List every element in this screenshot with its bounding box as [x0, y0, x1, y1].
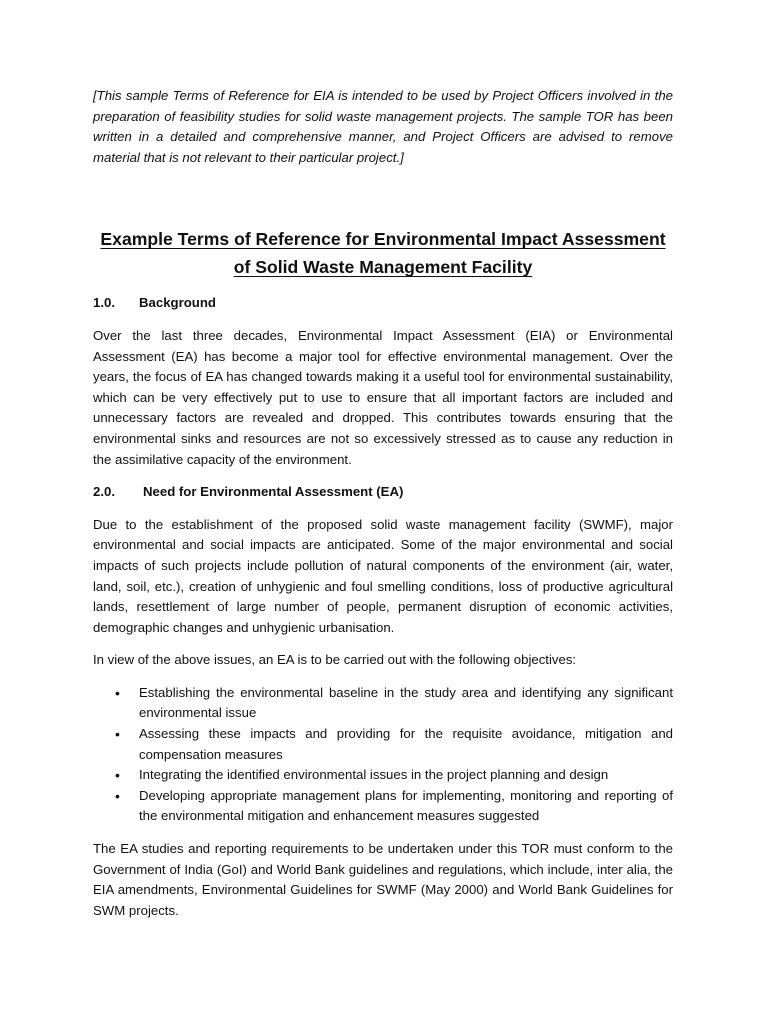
section-1-heading	[93, 293, 673, 314]
objective-text: Establishing the environmental baseline in the study area and identifying any significant environmental issue	[139, 684, 673, 721]
objective-text: Integrating the identified environmental issues in the project planning and design	[139, 767, 609, 783]
closing-paragraph: The EA studies and reporting requirements to be undertaken under this TOR must conform to the Government of India (GoI) and World Bank guidelines and regulations, which include, inter alia, the EIA amendments, Environmental Guidelines for SWMF (May 2000) and World Bank Guidelines for SWM projects.	[93, 841, 673, 918]
list-item	[93, 724, 673, 765]
list-item	[93, 765, 673, 786]
background-paragraph: Over the last three decades, Environmental Impact Assessment (EIA) or Environmental Assessment (EA) has become a major tool for effective environmental management. Over the years, the focus of EA has changed towards making it a useful tool for environmental sustainability, which can be very effectively put to use to ensure that all important factors are included and unnecessary factors are revealed and dropped. This contributes towards ensuring that the environmental sinks and resources are not so excessively stressed as to cause any reduction in the assimilative capacity of the environment.	[93, 327, 673, 467]
bullet-icon: •	[115, 767, 120, 784]
title-line-2: of Solid Waste Management Facility	[233, 257, 533, 278]
title-line-1: Example Terms of Reference for Environmental Impact Assessment	[100, 229, 666, 250]
bullet-icon: •	[115, 726, 120, 743]
section-2-number: 2.0.	[93, 484, 115, 500]
section-2-heading	[93, 482, 673, 503]
objectives-intro: In view of the above issues, an EA is to be carried out with the following objectives:	[93, 652, 577, 668]
objectives-list	[93, 683, 673, 827]
document-title	[93, 225, 673, 281]
list-item	[93, 683, 673, 724]
section-1-number: 1.0.	[93, 295, 115, 311]
section-2-title: Need for Environmental Assessment (EA)	[143, 484, 404, 500]
section-1-title: Background	[139, 295, 216, 311]
list-item	[93, 786, 673, 827]
document-page	[93, 86, 673, 921]
objective-text: Assessing these impacts and providing for the requisite avoidance, mitigation and compensation measures	[139, 726, 673, 762]
objective-text: Developing appropriate management plans for implementing, monitoring and reporting of the environmental mitigation and enhancement measures suggested	[139, 787, 673, 824]
need-paragraph: Due to the establishment of the proposed solid waste management facility (SWMF), major environmental and social impacts are anticipated. Some of the major environmental and social impacts of such projects include pollution of natural components of the environment (air, water, land, soil, etc.), creation of unhygienic and foul smelling conditions, loss of productive agricultural lands, resettlement of large number of people, permanent disruption of economic activities, demographic changes and unhygienic urbanisation.	[93, 516, 673, 635]
bullet-icon: •	[115, 787, 120, 804]
bullet-icon: •	[115, 684, 120, 701]
intro-note: [This sample Terms of Reference for EIA is intended to be used by Project Officers involved in the preparation of feasibility studies for solid waste management projects. The sample TOR has been written in a detailed and comprehensive manner, and Project Officers are advised to remove material that is not relevant to their particular project.]	[93, 88, 673, 165]
